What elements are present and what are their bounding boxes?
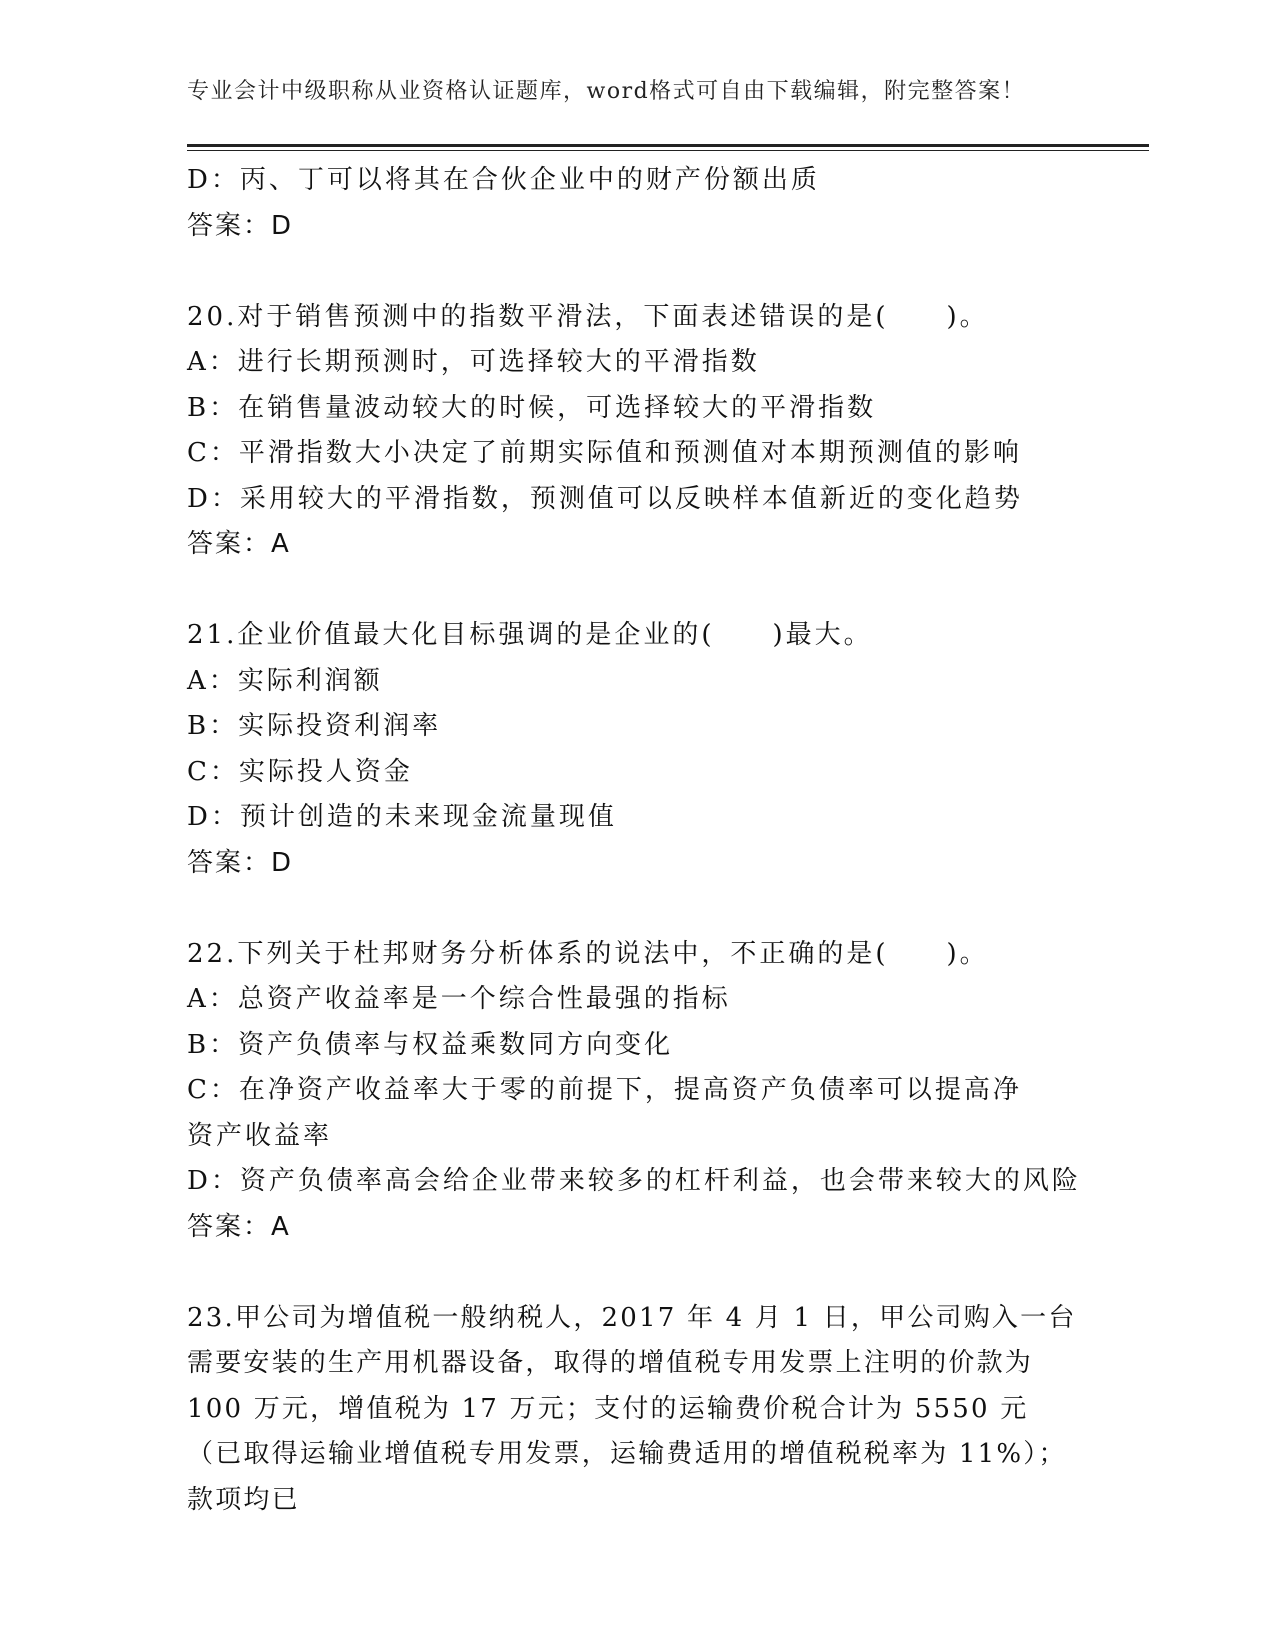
option-a: A：进行长期预测时，可选择较大的平滑指数 xyxy=(187,347,760,377)
option-b: B：资产负债率与权益乘数同方向变化 xyxy=(187,1029,674,1060)
spacer xyxy=(187,886,1087,932)
question-stem: 20.对于销售预测中的指数平滑法，下面表述错误的是( )。 xyxy=(187,301,989,332)
option-d: D：采用较大的平滑指数，预测值可以反映样本值新近的变化趋势 xyxy=(187,483,1023,514)
option-b: B：在销售量波动较大的时候，可选择较大的平滑指数 xyxy=(187,392,877,423)
option-c: C：在净资产收益率大于零的前提下，提高资产负债率可以提高净资产收益率 xyxy=(187,1075,1022,1151)
answer-line: 答案：A xyxy=(187,1211,291,1242)
spacer xyxy=(187,1250,1087,1296)
prev-option-d: D：丙、丁可以将其在合伙企业中的财产份额出质 xyxy=(187,165,820,195)
answer-line: 答案：A xyxy=(187,529,291,559)
option-c: C：平滑指数大小决定了前期实际值和预测值对本期预测值的影响 xyxy=(187,438,1022,468)
question-stem: 22.下列关于杜邦财务分析体系的说法中，不正确的是( )。 xyxy=(187,938,989,969)
question-block-20 xyxy=(187,295,1087,568)
prev-answer: 答案：D xyxy=(187,210,294,241)
page-header: 专业会计中级职称从业资格认证题库，word格式可自由下载编辑，附完整答案！ xyxy=(187,79,1026,104)
option-b: B：实际投资利润率 xyxy=(187,711,442,741)
question-23-paragraph: 23.甲公司为增值税一般纳税人，2017 年 4 月 1 日，甲公司购入一台需要安装的生产用机器设备，取得的增值税专用发票上注明的价款为 100 万元，增值税为 17 万元；支付的运输费价税合计为 5550 元（已取得运输业增值税专用发票，运输费适用的增值税税率为 11%）；款项均已 xyxy=(187,1302,1077,1515)
option-d: D：资产负债率高会给企业带来较多的杠杆利益，也会带来较大的风险 xyxy=(187,1166,1081,1196)
option-a: A：实际利润额 xyxy=(187,665,383,696)
question-stem: 21.企业价值最大化目标强调的是企业的( )最大。 xyxy=(187,620,873,650)
question-block-21 xyxy=(187,613,1087,886)
option-c: C：实际投人资金 xyxy=(187,756,413,787)
spacer xyxy=(187,568,1087,614)
spacer xyxy=(187,249,1087,295)
header-rule-thick xyxy=(187,144,1149,147)
option-d: D：预计创造的未来现金流量现值 xyxy=(187,802,617,832)
option-a: A：总资产收益率是一个综合性最强的指标 xyxy=(187,984,731,1014)
answer-line: 答案：D xyxy=(187,847,294,878)
header-rule-thin xyxy=(187,150,1149,151)
document-body xyxy=(187,158,1087,1523)
question-block-22 xyxy=(187,932,1087,1251)
